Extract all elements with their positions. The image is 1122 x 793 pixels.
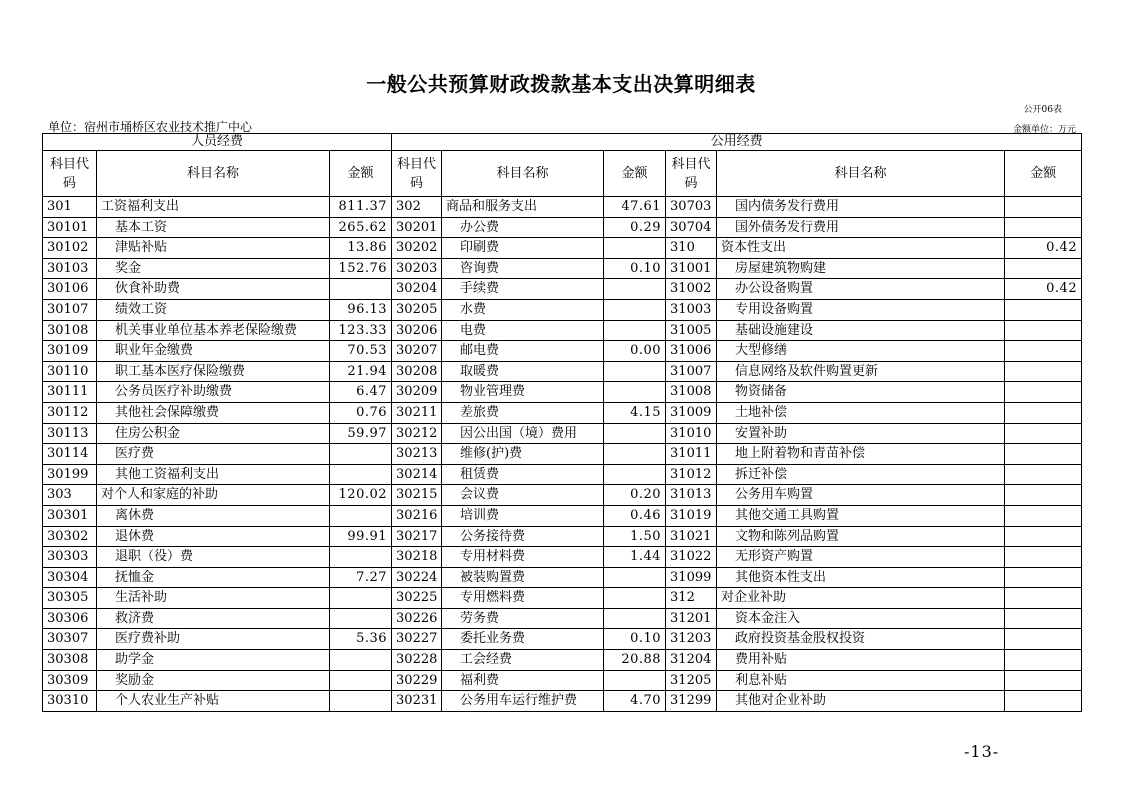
subject-code: 30215: [392, 485, 442, 506]
subject-name: 其他交通工具购置: [717, 505, 1005, 526]
amount: 0.10: [604, 629, 666, 650]
subject-name: 津贴补贴: [97, 238, 330, 259]
subject-code: 31009: [666, 402, 717, 423]
subject-name: 无形资产购置: [717, 547, 1005, 568]
subject-name: 委托业务费: [442, 629, 604, 650]
subject-name: 政府投资基金股权投资: [717, 629, 1005, 650]
amount: [604, 608, 666, 629]
subject-name: 专用设备购置: [717, 299, 1005, 320]
subject-code: 30206: [392, 320, 442, 341]
subject-name: 利息补贴: [717, 670, 1005, 691]
subject-name: 工资福利支出: [97, 197, 330, 218]
amount: 0.46: [604, 505, 666, 526]
amount: 21.94: [330, 361, 392, 382]
subject-name: 专用材料费: [442, 547, 604, 568]
subject-code: 30231: [392, 691, 442, 712]
subject-code: 30205: [392, 299, 442, 320]
subject-code: 31203: [666, 629, 717, 650]
amount: 7.27: [330, 567, 392, 588]
subject-code: 30208: [392, 361, 442, 382]
subject-name: 邮电费: [442, 341, 604, 362]
amount: 0.20: [604, 485, 666, 506]
subject-code: 30226: [392, 608, 442, 629]
subject-name: 培训费: [442, 505, 604, 526]
amount: 123.33: [330, 320, 392, 341]
subject-name: 其他资本性支出: [717, 567, 1005, 588]
subject-code: 30107: [43, 299, 97, 320]
table-row: [43, 423, 1082, 444]
subject-name: 公务接待费: [442, 526, 604, 547]
amount-unit: 金额单位：万元: [1012, 125, 1076, 135]
table-row: [43, 608, 1082, 629]
amount: [1005, 217, 1082, 238]
subject-name: 劳务费: [442, 608, 604, 629]
subject-code: 30216: [392, 505, 442, 526]
amount: [604, 567, 666, 588]
subject-code: 31012: [666, 464, 717, 485]
subject-code: 31005: [666, 320, 717, 341]
amount: [1005, 320, 1082, 341]
amount: 99.91: [330, 526, 392, 547]
subject-name: 公务用车运行维护费: [442, 691, 604, 712]
amount: [1005, 464, 1082, 485]
subject-code: 30102: [43, 238, 97, 259]
amount: [604, 320, 666, 341]
table-row: [43, 402, 1082, 423]
amount: [1005, 485, 1082, 506]
amount: [604, 299, 666, 320]
subject-name: 地上附着物和青苗补偿: [717, 444, 1005, 465]
subject-code: 30209: [392, 382, 442, 403]
subject-code: 30217: [392, 526, 442, 547]
amount: [330, 608, 392, 629]
subject-name: 维修(护)费: [442, 444, 604, 465]
col-header-name: 科目名称: [442, 151, 604, 197]
amount: 0.10: [604, 258, 666, 279]
subject-name: 奖金: [97, 258, 330, 279]
subject-name: 其他社会保障缴费: [97, 402, 330, 423]
amount: [604, 588, 666, 609]
subject-code: 30201: [392, 217, 442, 238]
subject-code: 30225: [392, 588, 442, 609]
amount: [1005, 670, 1082, 691]
subject-code: 30309: [43, 670, 97, 691]
amount: 1.44: [604, 547, 666, 568]
subject-code: 30204: [392, 279, 442, 300]
table-row: [43, 238, 1082, 259]
amount: 152.76: [330, 258, 392, 279]
subject-code: 31006: [666, 341, 717, 362]
subject-code: 31019: [666, 505, 717, 526]
amount: [1005, 361, 1082, 382]
group-personnel: 人员经费: [43, 134, 392, 151]
amount: [330, 588, 392, 609]
amount: 6.47: [330, 382, 392, 403]
table-row: [43, 547, 1082, 568]
subject-name: 救济费: [97, 608, 330, 629]
table-row: [43, 299, 1082, 320]
col-header-amount: 金额: [604, 151, 666, 197]
subject-name: 安置补助: [717, 423, 1005, 444]
subject-code: 31007: [666, 361, 717, 382]
subject-code: 30112: [43, 402, 97, 423]
subject-name: 信息网络及软件购置更新: [717, 361, 1005, 382]
subject-name: 奖励金: [97, 670, 330, 691]
amount: [1005, 588, 1082, 609]
amount: 70.53: [330, 341, 392, 362]
group-header-row: [43, 134, 1082, 151]
subject-code: 30228: [392, 650, 442, 671]
subject-name: 助学金: [97, 650, 330, 671]
subject-code: 30218: [392, 547, 442, 568]
subject-name: 办公设备购置: [717, 279, 1005, 300]
form-number: 公开06表: [1023, 105, 1062, 115]
subject-code: 30211: [392, 402, 442, 423]
table-row: [43, 217, 1082, 238]
subject-code: 302: [392, 197, 442, 218]
subject-name: 专用燃料费: [442, 588, 604, 609]
subject-name: 资本金注入: [717, 608, 1005, 629]
table-row: [43, 320, 1082, 341]
amount: [330, 547, 392, 568]
subject-code: 31204: [666, 650, 717, 671]
subject-name: 水费: [442, 299, 604, 320]
amount: [1005, 526, 1082, 547]
page-number: -13-: [964, 742, 1000, 761]
col-header-name: 科目名称: [717, 151, 1005, 197]
amount: 4.70: [604, 691, 666, 712]
table-row: [43, 341, 1082, 362]
subject-code: 31008: [666, 382, 717, 403]
col-header-code: 科目代码: [666, 151, 717, 197]
amount: [604, 444, 666, 465]
amount: 59.97: [330, 423, 392, 444]
subject-name: 伙食补助费: [97, 279, 330, 300]
subject-code: 303: [43, 485, 97, 506]
subject-name: 医疗费补助: [97, 629, 330, 650]
subject-code: 31002: [666, 279, 717, 300]
amount: 1.50: [604, 526, 666, 547]
subject-name: 租赁费: [442, 464, 604, 485]
col-header-code: 科目代码: [392, 151, 442, 197]
amount: [1005, 197, 1082, 218]
amount: 0.00: [604, 341, 666, 362]
subject-code: 31201: [666, 608, 717, 629]
amount: [330, 279, 392, 300]
subject-name: 物业管理费: [442, 382, 604, 403]
subject-name: 职业年金缴费: [97, 341, 330, 362]
subject-name: 资本性支出: [717, 238, 1005, 259]
subject-code: 30310: [43, 691, 97, 712]
amount: [1005, 629, 1082, 650]
reporting-unit: 单位：宿州市埇桥区农业技术推广中心: [48, 120, 253, 134]
table-row: [43, 650, 1082, 671]
subject-name: 福利费: [442, 670, 604, 691]
subject-code: 30301: [43, 505, 97, 526]
column-header-row: [43, 151, 1082, 197]
subject-name: 电费: [442, 320, 604, 341]
amount: [604, 238, 666, 259]
amount: [1005, 382, 1082, 403]
table-row: [43, 567, 1082, 588]
subject-code: 30111: [43, 382, 97, 403]
subject-code: 30113: [43, 423, 97, 444]
subject-name: 物资储备: [717, 382, 1005, 403]
subject-code: 30302: [43, 526, 97, 547]
subject-name: 会议费: [442, 485, 604, 506]
page-title: 一般公共预算财政拨款基本支出决算明细表: [366, 72, 756, 96]
table-row: [43, 505, 1082, 526]
subject-code: 30109: [43, 341, 97, 362]
amount: [604, 382, 666, 403]
subject-name: 机关事业单位基本养老保险缴费: [97, 320, 330, 341]
table-row: [43, 670, 1082, 691]
subject-code: 30303: [43, 547, 97, 568]
subject-name: 职工基本医疗保险缴费: [97, 361, 330, 382]
amount: [604, 670, 666, 691]
amount: 0.76: [330, 402, 392, 423]
table-row: [43, 691, 1082, 712]
amount: [330, 691, 392, 712]
amount: 265.62: [330, 217, 392, 238]
subject-code: 30212: [392, 423, 442, 444]
subject-name: 费用补贴: [717, 650, 1005, 671]
amount: 5.36: [330, 629, 392, 650]
subject-name: 国外债务发行费用: [717, 217, 1005, 238]
amount: [604, 279, 666, 300]
table-row: [43, 197, 1082, 218]
subject-code: 31022: [666, 547, 717, 568]
subject-code: 30106: [43, 279, 97, 300]
subject-name: 差旅费: [442, 402, 604, 423]
amount: [1005, 444, 1082, 465]
budget-detail-table: [42, 133, 1082, 712]
amount: [1005, 691, 1082, 712]
subject-code: 30307: [43, 629, 97, 650]
subject-name: 文物和陈列品购置: [717, 526, 1005, 547]
table-row: [43, 526, 1082, 547]
subject-name: 拆迁补偿: [717, 464, 1005, 485]
subject-code: 31001: [666, 258, 717, 279]
subject-code: 30306: [43, 608, 97, 629]
table-row: [43, 588, 1082, 609]
subject-code: 30305: [43, 588, 97, 609]
amount: 96.13: [330, 299, 392, 320]
subject-code: 30114: [43, 444, 97, 465]
amount: [604, 464, 666, 485]
subject-name: 土地补偿: [717, 402, 1005, 423]
subject-code: 312: [666, 588, 717, 609]
subject-code: 30110: [43, 361, 97, 382]
subject-name: 住房公积金: [97, 423, 330, 444]
subject-code: 30214: [392, 464, 442, 485]
subject-name: 被装购置费: [442, 567, 604, 588]
subject-code: 30199: [43, 464, 97, 485]
subject-code: 301: [43, 197, 97, 218]
amount: [1005, 341, 1082, 362]
subject-name: 公务员医疗补助缴费: [97, 382, 330, 403]
subject-name: 个人农业生产补贴: [97, 691, 330, 712]
subject-code: 31299: [666, 691, 717, 712]
subject-code: 30203: [392, 258, 442, 279]
table-row: [43, 258, 1082, 279]
subject-code: 30227: [392, 629, 442, 650]
table-row: [43, 485, 1082, 506]
subject-name: 退休费: [97, 526, 330, 547]
subject-code: 31010: [666, 423, 717, 444]
subject-name: 抚恤金: [97, 567, 330, 588]
subject-code: 31013: [666, 485, 717, 506]
subject-name: 医疗费: [97, 444, 330, 465]
col-header-amount: 金额: [330, 151, 392, 197]
subject-code: 30213: [392, 444, 442, 465]
amount: 0.42: [1005, 279, 1082, 300]
subject-code: 310: [666, 238, 717, 259]
subject-code: 30101: [43, 217, 97, 238]
subject-code: 31003: [666, 299, 717, 320]
amount: [1005, 505, 1082, 526]
subject-code: 30224: [392, 567, 442, 588]
subject-name: 办公费: [442, 217, 604, 238]
subject-name: 其他对企业补助: [717, 691, 1005, 712]
subject-code: 31205: [666, 670, 717, 691]
subject-name: 商品和服务支出: [442, 197, 604, 218]
subject-name: 退职（役）费: [97, 547, 330, 568]
subject-code: 30108: [43, 320, 97, 341]
amount: [330, 444, 392, 465]
amount: 13.86: [330, 238, 392, 259]
subject-name: 因公出国（境）费用: [442, 423, 604, 444]
amount: [1005, 423, 1082, 444]
subject-code: 30704: [666, 217, 717, 238]
amount: 811.37: [330, 197, 392, 218]
subject-code: 31099: [666, 567, 717, 588]
subject-name: 基础设施建设: [717, 320, 1005, 341]
amount: [1005, 608, 1082, 629]
subject-name: 公务用车购置: [717, 485, 1005, 506]
amount: [330, 505, 392, 526]
subject-code: 30308: [43, 650, 97, 671]
table-row: [43, 382, 1082, 403]
amount: [604, 423, 666, 444]
table-row: [43, 444, 1082, 465]
subject-code: 30703: [666, 197, 717, 218]
amount: 120.02: [330, 485, 392, 506]
amount: [330, 670, 392, 691]
subject-name: 绩效工资: [97, 299, 330, 320]
subject-code: 30304: [43, 567, 97, 588]
subject-code: 30103: [43, 258, 97, 279]
subject-name: 其他工资福利支出: [97, 464, 330, 485]
col-header-code: 科目代码: [43, 151, 97, 197]
subject-name: 工会经费: [442, 650, 604, 671]
subject-name: 房屋建筑物购建: [717, 258, 1005, 279]
subject-name: 印刷费: [442, 238, 604, 259]
table-row: [43, 629, 1082, 650]
amount: 0.29: [604, 217, 666, 238]
amount: [1005, 650, 1082, 671]
subject-name: 手续费: [442, 279, 604, 300]
subject-code: 31011: [666, 444, 717, 465]
amount: 20.88: [604, 650, 666, 671]
subject-name: 基本工资: [97, 217, 330, 238]
col-header-amount: 金额: [1005, 151, 1082, 197]
amount: [1005, 258, 1082, 279]
amount: 47.61: [604, 197, 666, 218]
table-row: [43, 464, 1082, 485]
amount: [1005, 299, 1082, 320]
subject-name: 取暖费: [442, 361, 604, 382]
group-public: 公用经费: [392, 134, 1082, 151]
subject-name: 国内债务发行费用: [717, 197, 1005, 218]
subject-name: 大型修缮: [717, 341, 1005, 362]
amount: [1005, 547, 1082, 568]
subject-code: 30229: [392, 670, 442, 691]
amount: [1005, 402, 1082, 423]
subject-name: 对企业补助: [717, 588, 1005, 609]
subject-name: 生活补助: [97, 588, 330, 609]
amount: [330, 650, 392, 671]
table-row: [43, 279, 1082, 300]
subject-name: 离休费: [97, 505, 330, 526]
subject-name: 对个人和家庭的补助: [97, 485, 330, 506]
subject-name: 咨询费: [442, 258, 604, 279]
amount: [330, 464, 392, 485]
amount: 4.15: [604, 402, 666, 423]
subject-code: 30202: [392, 238, 442, 259]
subject-code: 30207: [392, 341, 442, 362]
col-header-name: 科目名称: [97, 151, 330, 197]
amount: 0.42: [1005, 238, 1082, 259]
amount: [604, 361, 666, 382]
amount: [1005, 567, 1082, 588]
subject-code: 31021: [666, 526, 717, 547]
table-row: [43, 361, 1082, 382]
